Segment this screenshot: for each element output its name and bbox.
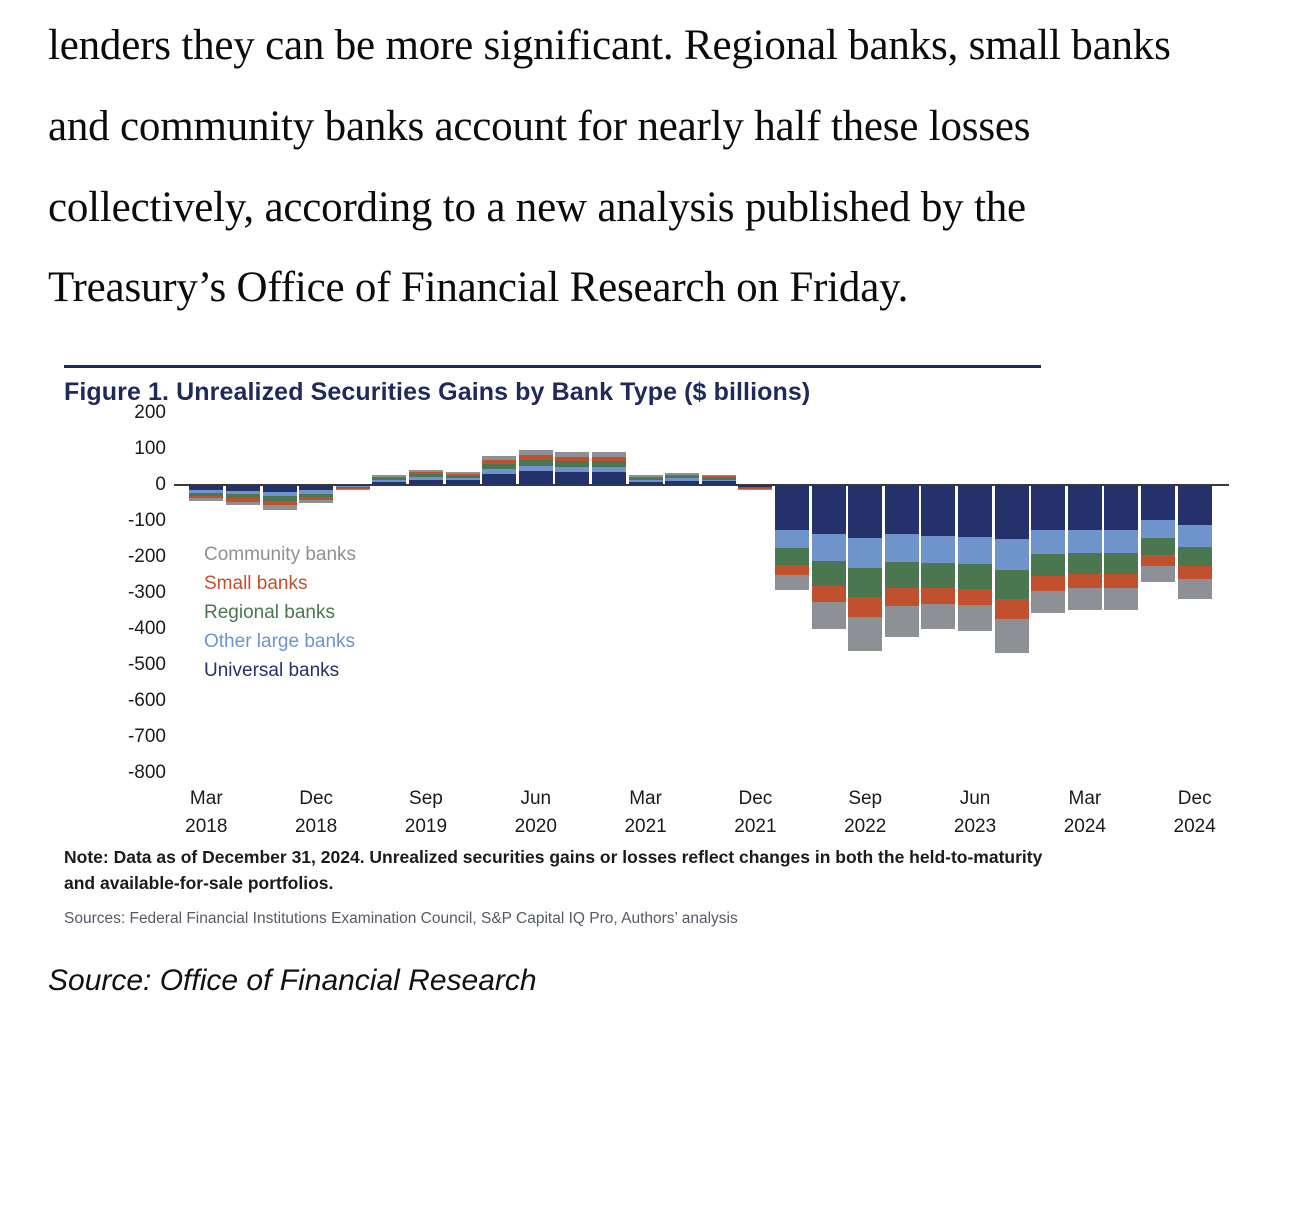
bar-segment — [482, 469, 516, 474]
bar-segment — [702, 481, 736, 485]
bar-segment — [446, 474, 480, 476]
article-body — [0, 0, 1290, 329]
legend-item: Community banks — [204, 544, 357, 566]
bar-segment — [1104, 588, 1138, 610]
x-label-month: Dec — [1177, 788, 1212, 810]
bar-segment — [555, 472, 589, 486]
bar-segment — [702, 475, 736, 477]
bar-column — [921, 413, 955, 773]
bar-segment — [592, 452, 626, 457]
bar-column — [372, 413, 406, 773]
legend-item: Regional banks — [204, 602, 335, 624]
bar-segment — [958, 537, 992, 564]
bar-column — [958, 413, 992, 773]
bar-segment — [372, 482, 406, 486]
bar-segment — [885, 606, 919, 637]
legend-item: Universal banks — [204, 659, 340, 681]
bar-segment — [372, 475, 406, 477]
bar-segment — [372, 477, 406, 479]
bar-segment — [1031, 591, 1065, 613]
bar-segment — [665, 475, 699, 477]
figure-sources: Sources: Federal Financial Institutions Examination Council, S&P Capital IQ Pro, Authors’ analysis — [64, 910, 738, 928]
figure-top-rule — [64, 365, 1041, 368]
bar-segment — [1068, 553, 1102, 575]
bar-column — [409, 413, 443, 773]
bar-segment — [1178, 566, 1212, 579]
x-label-month: Jun — [959, 788, 991, 810]
bar-segment — [1178, 485, 1212, 525]
bar-segment — [482, 474, 516, 486]
bar-segment — [995, 485, 1029, 539]
bar-segment — [372, 480, 406, 482]
bar-segment — [1068, 588, 1102, 610]
bar-segment — [702, 480, 736, 482]
bar-segment — [519, 466, 553, 471]
bar-segment — [848, 597, 882, 617]
x-axis-tick — [624, 785, 666, 840]
bar-segment — [775, 548, 809, 564]
figure — [62, 365, 1232, 929]
bar-segment — [1104, 574, 1138, 588]
bar-column — [1068, 413, 1102, 773]
y-axis-tick: -800 — [127, 762, 166, 784]
bar-segment — [555, 467, 589, 472]
bar-segment — [921, 536, 955, 563]
bar-segment — [995, 570, 1029, 599]
x-label-year: 2021 — [624, 815, 667, 837]
bar-segment — [995, 599, 1029, 619]
bar-segment — [921, 563, 955, 588]
x-label-month: Mar — [1068, 788, 1102, 810]
y-axis-tick: -300 — [127, 582, 166, 604]
x-label-year: 2018 — [185, 815, 228, 837]
bar-segment — [299, 500, 333, 503]
bar-column — [519, 413, 553, 773]
bar-segment — [519, 460, 553, 466]
bar-segment — [958, 605, 992, 631]
bar-column — [885, 413, 919, 773]
y-axis-tick: -700 — [127, 726, 166, 748]
bar-segment — [738, 489, 772, 491]
bar-segment — [1068, 574, 1102, 588]
y-axis-tick: 200 — [134, 402, 166, 424]
x-label-year: 2020 — [514, 815, 557, 837]
x-axis-tick — [844, 785, 886, 840]
bar-segment — [1104, 485, 1138, 529]
bar-segment — [812, 534, 846, 561]
bar-column — [1178, 413, 1212, 773]
bar-segment — [409, 477, 443, 480]
bar-segment — [592, 461, 626, 466]
y-axis-tick: -400 — [127, 618, 166, 640]
bar-column — [702, 413, 736, 773]
y-axis-tick: -500 — [127, 654, 166, 676]
legend-item: Small banks — [204, 573, 308, 595]
x-label-year: 2019 — [404, 815, 448, 837]
bar-segment — [812, 586, 846, 602]
bar-segment — [665, 478, 699, 480]
bar-segment — [1178, 579, 1212, 599]
bar-segment — [409, 470, 443, 472]
bar-segment — [775, 530, 809, 548]
bar-segment — [1178, 525, 1212, 547]
bar-segment — [409, 474, 443, 477]
x-label-year: 2024 — [1173, 815, 1216, 837]
bar-column — [629, 413, 663, 773]
bar-segment — [921, 485, 955, 535]
bar-column — [446, 413, 480, 773]
bar-segment — [629, 478, 663, 480]
x-axis-tick — [734, 785, 776, 840]
x-label-month: Dec — [299, 788, 334, 810]
bar-segment — [958, 485, 992, 536]
x-axis-tick — [1064, 785, 1106, 840]
bar-segment — [1141, 555, 1175, 566]
bar-segment — [336, 489, 370, 491]
y-axis-tick: -600 — [127, 690, 166, 712]
bar-column — [812, 413, 846, 773]
bar-segment — [958, 589, 992, 605]
bar-column — [665, 413, 699, 773]
bar-segment — [592, 472, 626, 486]
bar-segment — [409, 480, 443, 486]
x-axis-tick — [954, 785, 996, 840]
bar-segment — [1141, 566, 1175, 582]
bar-segment — [446, 472, 480, 474]
bar-segment — [482, 460, 516, 464]
x-label-month: Sep — [409, 788, 443, 810]
figure-title: Figure 1. Unrealized Securities Gains by Bank Type ($ billions) — [64, 378, 811, 407]
bar-column — [482, 413, 516, 773]
bar-segment — [958, 564, 992, 589]
bar-segment — [1141, 538, 1175, 555]
bar-column — [1104, 413, 1138, 773]
bar-segment — [702, 476, 736, 478]
x-axis-tick — [405, 785, 447, 840]
y-axis — [62, 402, 174, 784]
bar-segment — [812, 561, 846, 586]
bar-segment — [848, 538, 882, 569]
y-axis-tick: 100 — [134, 438, 166, 460]
bar-segment — [592, 467, 626, 472]
bar-segment — [482, 456, 516, 460]
article-paragraph: lenders they can be more significant. Regional banks, small banks and community banks account for nearly half these losses collectively, according to a new analysis published by the Treasury’s Office of Financial Research on Friday. — [48, 22, 1171, 312]
bar-segment — [555, 457, 589, 461]
bar-segment — [263, 485, 297, 492]
bar-segment — [1178, 547, 1212, 567]
bar-segment — [921, 588, 955, 604]
bar-column — [738, 413, 772, 773]
bar-segment — [775, 565, 809, 576]
bar-segment — [482, 464, 516, 469]
bar-segment — [775, 575, 809, 589]
bar-segment — [848, 485, 882, 537]
x-axis-tick — [515, 785, 557, 840]
bar-segment — [519, 471, 553, 485]
bar-segment — [665, 473, 699, 475]
legend-item: Other large banks — [204, 630, 356, 652]
x-label-year: 2018 — [294, 815, 338, 837]
bar-segment — [189, 498, 223, 501]
bar-segment — [592, 457, 626, 461]
bar-column — [592, 413, 626, 773]
x-label-year: 2022 — [844, 815, 887, 837]
bar-segment — [1031, 576, 1065, 590]
bar-segment — [665, 481, 699, 486]
x-label-month: Sep — [848, 788, 883, 810]
bar-segment — [885, 562, 919, 588]
bar-segment — [446, 476, 480, 479]
bar-segment — [848, 617, 882, 651]
chart-legend — [204, 541, 356, 685]
figure-container — [0, 365, 1290, 929]
bar-segment — [263, 505, 297, 510]
bar-segment — [848, 568, 882, 597]
bar-segment — [665, 476, 699, 478]
bar-segment — [775, 485, 809, 530]
bar-segment — [885, 485, 919, 534]
bar-column — [1141, 413, 1175, 773]
bar-segment — [629, 477, 663, 479]
bar-segment — [555, 452, 589, 457]
bar-segment — [812, 602, 846, 629]
bar-segment — [1031, 485, 1065, 530]
bar-column — [555, 413, 589, 773]
x-label-month: Mar — [189, 788, 223, 810]
x-label-year: 2021 — [734, 815, 777, 837]
bar-segment — [995, 539, 1029, 570]
bar-segment — [1068, 485, 1102, 529]
bar-column — [1031, 413, 1065, 773]
bar-segment — [1141, 485, 1175, 519]
x-label-year: 2023 — [953, 815, 997, 837]
bar-segment — [226, 502, 260, 506]
bar-segment — [1068, 530, 1102, 553]
bar-column — [995, 413, 1029, 773]
bar-segment — [519, 450, 553, 455]
bar-segment — [812, 485, 846, 534]
source-credit: Source: Office of Financial Research — [48, 963, 537, 997]
bar-segment — [1104, 553, 1138, 575]
x-axis-tick — [185, 785, 227, 840]
bar-segment — [885, 588, 919, 606]
x-label-month: Dec — [738, 788, 773, 810]
bar-segment — [1031, 554, 1065, 576]
bar-segment — [519, 455, 553, 460]
bar-segment — [555, 461, 589, 466]
y-axis-tick: 0 — [155, 474, 166, 496]
bar-segment — [1104, 530, 1138, 553]
bar-segment — [629, 480, 663, 482]
bar-segment — [372, 478, 406, 480]
figure-note: Note: Data as of December 31, 2024. Unrealized securities gains or losses reflect changes in both the held-to-maturity and available-for-sale portfolios. — [64, 847, 1043, 893]
bar-segment — [629, 482, 663, 486]
bar-segment — [1031, 530, 1065, 554]
x-label-month: Jun — [520, 788, 552, 810]
bar-segment — [702, 478, 736, 480]
x-axis-labels — [174, 777, 1229, 843]
bar-column — [775, 413, 809, 773]
chart-plot-area — [62, 402, 1232, 784]
bar-segment — [885, 534, 919, 562]
x-axis-tick — [1174, 785, 1216, 840]
bar-segment — [1141, 520, 1175, 538]
bar-column — [848, 413, 882, 773]
bar-segment — [629, 475, 663, 477]
x-axis-tick — [295, 785, 337, 840]
y-axis-tick: -100 — [127, 510, 166, 532]
bar-segment — [409, 472, 443, 474]
bar-segment — [446, 480, 480, 485]
bar-segment — [446, 478, 480, 480]
bar-segment — [995, 619, 1029, 653]
y-axis-tick: -200 — [127, 546, 166, 568]
x-label-month: Mar — [629, 788, 662, 810]
x-label-year: 2024 — [1063, 815, 1107, 837]
bar-segment — [921, 604, 955, 629]
